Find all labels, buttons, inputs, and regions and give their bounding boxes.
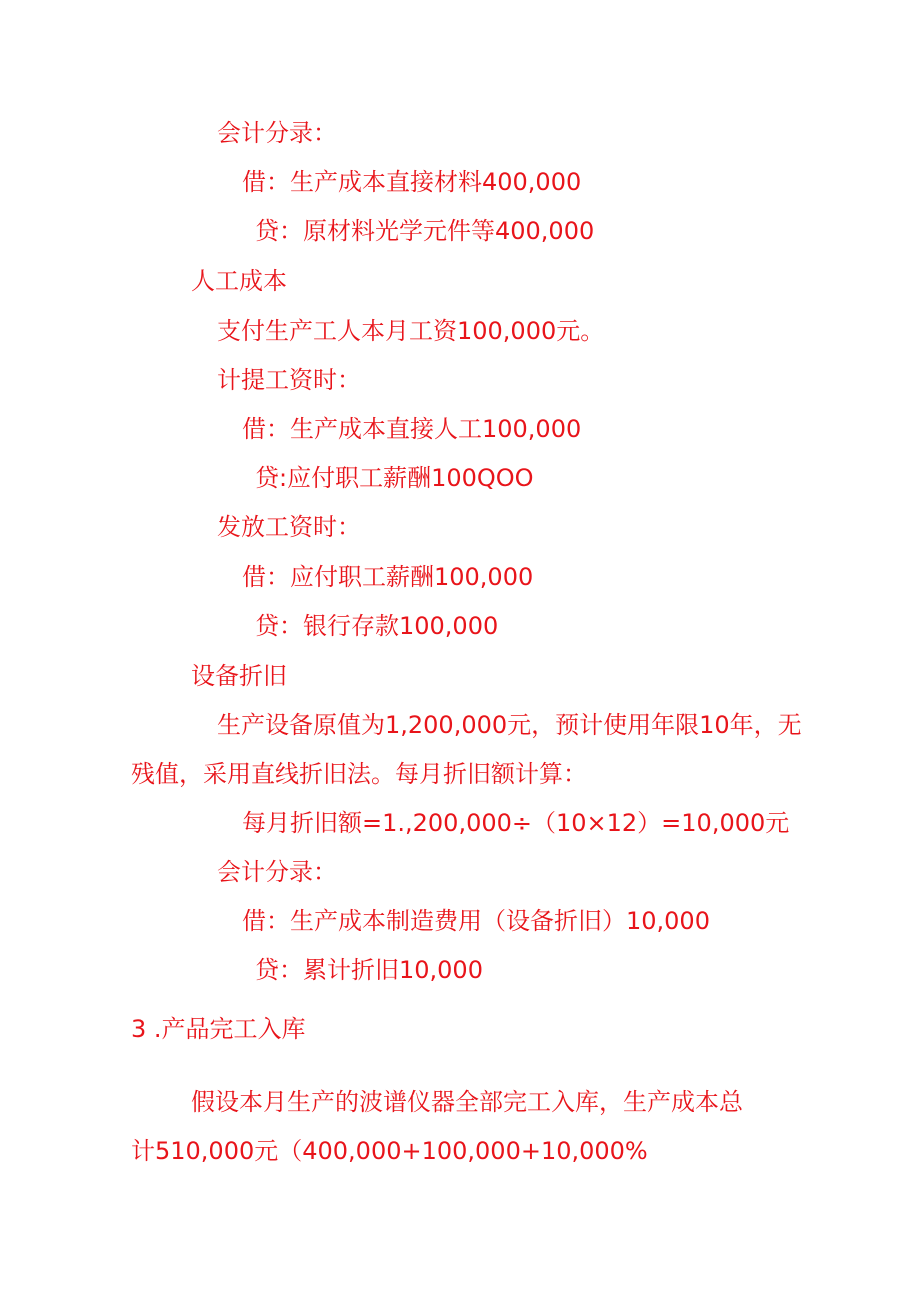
finished-goods-description-2: 计510,000元（400,000+100,000+10,000% <box>131 1137 648 1165</box>
credit-payroll: 贷:应付职工薪酬100QOO <box>255 464 534 492</box>
accrual-heading: 计提工资时： <box>217 366 361 394</box>
debit-payroll: 借：应付职工薪酬100,000 <box>242 563 534 591</box>
entry-heading-materials: 会计分录： <box>217 119 337 147</box>
payment-heading: 发放工资时： <box>217 513 361 541</box>
labor-description: 支付生产工人本月工资100,000元。 <box>217 317 605 345</box>
finished-goods-description-1: 假设本月生产的波谱仪器全部完工入库，生产成本总 <box>191 1088 743 1116</box>
section-finished-goods: 3 .产品完工入库 <box>131 1015 306 1043</box>
debit-materials: 借：生产成本直接材料400,000 <box>242 168 582 196</box>
section-depreciation: 设备折旧 <box>191 662 287 690</box>
debit-overhead: 借：生产成本制造费用（设备折旧）10,000 <box>242 907 710 935</box>
section-labor-cost: 人工成本 <box>191 267 287 295</box>
depreciation-description-2: 残值，采用直线折旧法。每月折旧额计算： <box>131 760 587 788</box>
credit-accumulated-depreciation: 贷：累计折旧10,000 <box>255 956 483 984</box>
credit-materials: 贷：原材料光学元件等400,000 <box>255 217 595 245</box>
credit-bank: 贷：银行存款100,000 <box>255 612 499 640</box>
entry-heading-depreciation: 会计分录： <box>217 858 337 886</box>
debit-labor: 借：生产成本直接人工100,000 <box>242 415 582 443</box>
depreciation-description-1: 生产设备原值为1,200,000元，预计使用年限10年，无 <box>217 711 802 739</box>
depreciation-formula: 每月折旧额=1.,200,000÷（10×12）=10,000元 <box>242 809 790 837</box>
